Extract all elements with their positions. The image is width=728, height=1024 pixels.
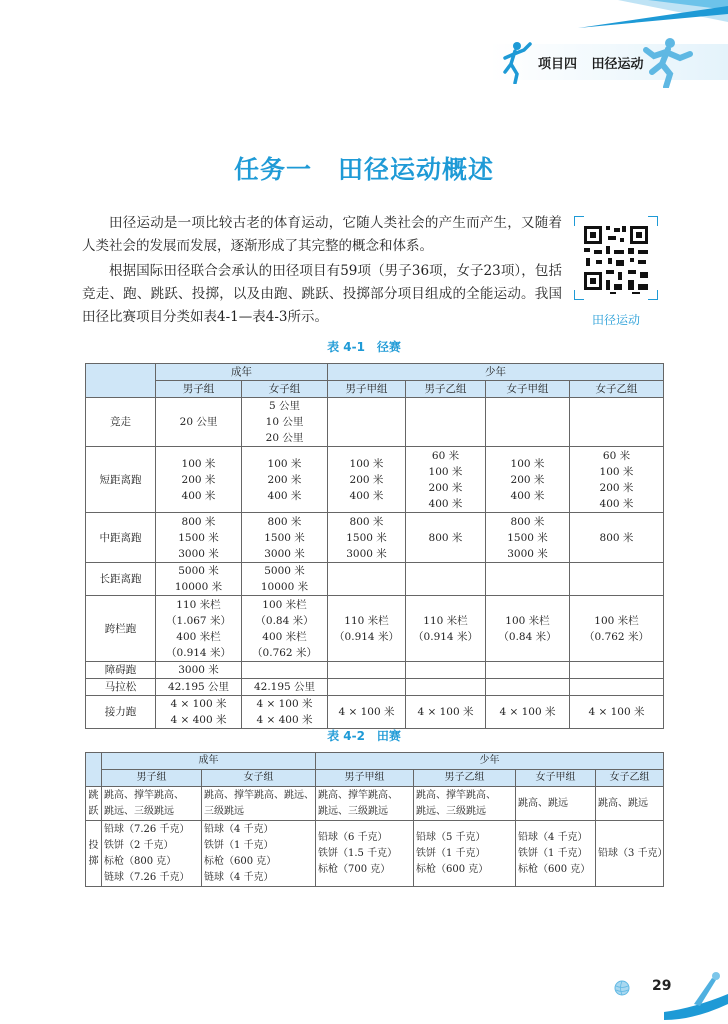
table-cell: 800 米 1500 米 3000 米 (328, 513, 406, 563)
table1-caption-title: 径赛 (376, 340, 401, 354)
row-header: 中距离跑 (86, 513, 156, 563)
table-cell: 跳高、跳远 (596, 787, 664, 821)
table1-group-youth: 少年 (328, 364, 664, 381)
row-header: 跳 跃 (86, 787, 102, 821)
table2-col-header: 男子甲组 (316, 770, 414, 787)
paragraph-2: 根据国际田径联合会承认的田径项目有59项（男子36项，女子23项），包括竞走、跑、跳跃、投掷，以及由跑、跳跃、投掷部分项目组成的全能运动。我国田径比赛项目分类如表4-1—表4-3所示。 (82, 263, 562, 325)
table2-col-header: 女子组 (202, 770, 316, 787)
header-topic: 田径运动 (591, 57, 644, 72)
row-header: 投 掷 (86, 821, 102, 887)
table-cell (406, 679, 486, 696)
field-events-table (85, 752, 668, 887)
table2-caption-title: 田赛 (376, 729, 401, 743)
track-events-table (85, 363, 664, 729)
table-cell: 4 × 100 米 4 × 400 米 (242, 696, 328, 729)
table-cell: 5 公里 10 公里 20 公里 (242, 398, 328, 447)
table-cell (570, 563, 664, 596)
table1-col-header: 男子组 (156, 381, 242, 398)
table-cell: 100 米 200 米 400 米 (242, 447, 328, 513)
table-row (86, 513, 664, 563)
table-row (86, 679, 664, 696)
table2-caption (0, 727, 728, 744)
table-cell (406, 398, 486, 447)
title-name: 田径运动概述 (338, 155, 495, 184)
table-row (86, 398, 664, 447)
table-cell: 跳高、撑竿跳高、 跳远、三级跳远 (102, 787, 202, 821)
table-cell: 100 米 200 米 400 米 (328, 447, 406, 513)
table2-col-header: 女子乙组 (596, 770, 664, 787)
table-cell: 110 米栏 （0.914 米） (406, 596, 486, 662)
row-header: 跨栏跑 (86, 596, 156, 662)
athlete-icon (497, 40, 533, 84)
table-cell: 铅球（7.26 千克） 铁饼（2 千克） 标枪（800 克） 链球（7.26 千克） (102, 821, 202, 887)
table-cell: 跳高、跳远 (516, 787, 596, 821)
table-cell: 跳高、撑竿跳高、 跳远、三级跳远 (414, 787, 516, 821)
table1-col-header: 男子乙组 (406, 381, 486, 398)
row-header: 障碍跑 (86, 662, 156, 679)
table-cell: 5000 米 10000 米 (156, 563, 242, 596)
page-title (0, 150, 728, 186)
table-cell: 100 米栏 （0.84 米） (486, 596, 570, 662)
row-header: 马拉松 (86, 679, 156, 696)
table1-col-header: 女子乙组 (570, 381, 664, 398)
table-cell: 110 米栏 （0.914 米） (328, 596, 406, 662)
table-cell (486, 563, 570, 596)
table2-caption-number: 表 4-2 (327, 729, 365, 743)
header-decoration (578, 0, 728, 40)
table-cell: 100 米 200 米 400 米 (156, 447, 242, 513)
table-cell: 800 米 1500 米 3000 米 (486, 513, 570, 563)
table-cell (406, 662, 486, 679)
footer-decoration (664, 964, 728, 1024)
row-header: 竞走 (86, 398, 156, 447)
title-task: 任务一 (233, 155, 312, 184)
table-cell: 4 × 100 米 (486, 696, 570, 729)
paragraph-1: 田径运动是一项比较古老的体育运动，它随人类社会的产生而产生，又随着人类社会的发展而发展，逐渐形成了其完整的概念和体系。 (82, 215, 562, 254)
table1-caption-number: 表 4-1 (327, 340, 365, 354)
table-cell: 4 × 100 米 (406, 696, 486, 729)
table-cell: 100 米栏 （0.84 米） 400 米栏 （0.762 米） (242, 596, 328, 662)
table-row (86, 696, 664, 729)
table-cell: 铅球（6 千克） 铁饼（1.5 千克） 标枪（700 克） (316, 821, 414, 887)
table-cell: 60 米 100 米 200 米 400 米 (570, 447, 664, 513)
table-row (86, 563, 664, 596)
qr-code[interactable] (574, 216, 658, 300)
table-row (86, 787, 664, 821)
table-cell (328, 662, 406, 679)
table-cell: 800 米 1500 米 3000 米 (156, 513, 242, 563)
table-cell: 100 米 200 米 400 米 (486, 447, 570, 513)
table-cell: 铅球（5 千克） 铁饼（1 千克） 标枪（600 克） (414, 821, 516, 887)
table1-group-adult: 成年 (156, 364, 328, 381)
table-cell: 110 米栏 （1.067 米） 400 米栏 （0.914 米） (156, 596, 242, 662)
table-cell: 铅球（4 千克） 铁饼（1 千克） 标枪（600 克） 链球（4 千克） (202, 821, 316, 887)
table-cell (328, 563, 406, 596)
table-row (86, 447, 664, 513)
table-cell (570, 679, 664, 696)
table-cell: 跳高、撑竿跳高、 跳远、三级跳远 (316, 787, 414, 821)
ball-icon (614, 980, 630, 996)
table-cell: 跳高、撑竿跳高、跳远、 三级跳远 (202, 787, 316, 821)
table2-group-youth: 少年 (316, 753, 664, 770)
qr-caption: 田径运动 (591, 313, 640, 327)
table-cell (328, 398, 406, 447)
table-cell: 4 × 100 米 (328, 696, 406, 729)
table-cell: 4 × 100 米 (570, 696, 664, 729)
table-cell: 铅球（4 千克） 铁饼（1 千克） 标枪（600 克） (516, 821, 596, 887)
table2-col-header: 男子组 (102, 770, 202, 787)
table-cell (570, 662, 664, 679)
table-cell: 20 公里 (156, 398, 242, 447)
table-cell: 800 米 (406, 513, 486, 563)
row-header: 长距离跑 (86, 563, 156, 596)
table2-group-adult: 成年 (102, 753, 316, 770)
table1-caption (0, 338, 728, 355)
table-cell: 铅球（3 千克） (596, 821, 664, 887)
page-number: 29 (652, 978, 672, 994)
table-cell: 60 米 100 米 200 米 400 米 (406, 447, 486, 513)
table-cell: 42.195 公里 (156, 679, 242, 696)
row-header: 接力跑 (86, 696, 156, 729)
table-cell: 4 × 100 米 4 × 400 米 (156, 696, 242, 729)
table-row (86, 821, 664, 887)
table1-col-header: 女子甲组 (486, 381, 570, 398)
table-cell (328, 679, 406, 696)
table-cell (486, 398, 570, 447)
table1-col-header: 男子甲组 (328, 381, 406, 398)
table1-corner (86, 364, 156, 398)
table-cell (242, 662, 328, 679)
table-row (86, 662, 664, 679)
table-cell: 42.195 公里 (242, 679, 328, 696)
table-cell (406, 563, 486, 596)
table-cell (570, 398, 664, 447)
table-cell: 800 米 1500 米 3000 米 (242, 513, 328, 563)
table-cell (486, 662, 570, 679)
table2-corner (86, 753, 102, 787)
header-project: 项目四 (538, 57, 578, 72)
table-cell (486, 679, 570, 696)
athlete-silhouette-icon (636, 36, 696, 88)
table-row (86, 596, 664, 662)
row-header: 短距离跑 (86, 447, 156, 513)
table-cell: 100 米栏 （0.762 米） (570, 596, 664, 662)
table-cell: 800 米 (570, 513, 664, 563)
table-cell: 5000 米 10000 米 (242, 563, 328, 596)
table-cell: 3000 米 (156, 662, 242, 679)
table2-col-header: 男子乙组 (414, 770, 516, 787)
table2-col-header: 女子甲组 (516, 770, 596, 787)
table1-col-header: 女子组 (242, 381, 328, 398)
